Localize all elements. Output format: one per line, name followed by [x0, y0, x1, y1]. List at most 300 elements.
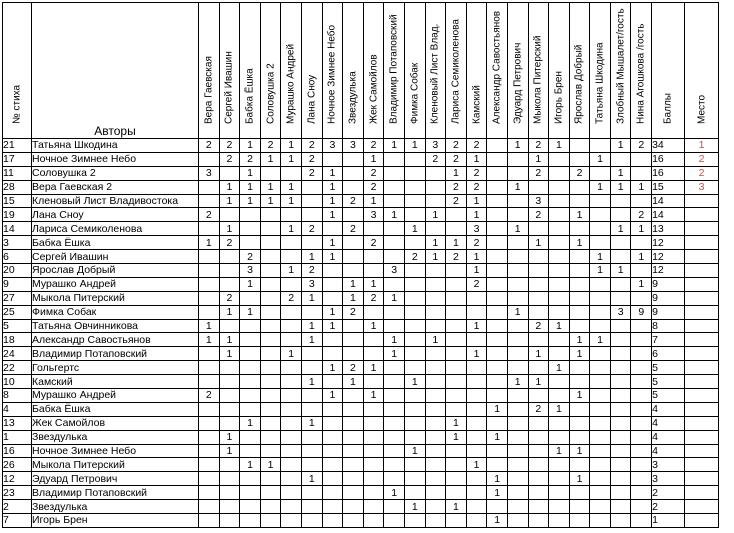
vote-cell[interactable] — [219, 500, 240, 514]
vote-cell[interactable]: 2 — [363, 180, 384, 194]
vote-cell[interactable] — [610, 430, 631, 444]
vote-cell[interactable]: 1 — [322, 180, 343, 194]
vote-cell[interactable]: 2 — [425, 152, 446, 166]
vote-cell[interactable]: 1 — [569, 389, 590, 403]
vote-cell[interactable]: 1 — [281, 222, 302, 236]
vote-cell[interactable] — [507, 250, 528, 264]
vote-cell[interactable] — [260, 166, 281, 180]
vote-cell[interactable] — [631, 514, 652, 528]
vote-cell[interactable] — [240, 444, 261, 458]
author-name-cell[interactable]: Мурашко Андрей — [32, 389, 199, 403]
vote-cell[interactable] — [301, 486, 322, 500]
vote-cell[interactable]: 1 — [219, 333, 240, 347]
vote-cell[interactable] — [260, 389, 281, 403]
author-name-cell[interactable]: Звездулька — [32, 430, 199, 444]
vote-cell[interactable] — [590, 166, 611, 180]
vote-cell[interactable] — [549, 305, 570, 319]
vote-cell[interactable] — [528, 486, 549, 500]
vote-cell[interactable]: 1 — [363, 194, 384, 208]
vote-cell[interactable] — [590, 416, 611, 430]
vote-cell[interactable] — [528, 389, 549, 403]
vote-cell[interactable] — [301, 458, 322, 472]
vote-cell[interactable] — [199, 375, 220, 389]
vote-cell[interactable] — [363, 264, 384, 278]
vote-cell[interactable]: 1 — [549, 139, 570, 153]
vote-cell[interactable] — [528, 277, 549, 291]
vote-cell[interactable] — [219, 375, 240, 389]
vote-cell[interactable] — [425, 305, 446, 319]
vote-cell[interactable]: 3 — [610, 305, 631, 319]
vote-cell[interactable] — [590, 291, 611, 305]
vote-cell[interactable] — [199, 305, 220, 319]
vote-cell[interactable]: 1 — [240, 277, 261, 291]
vote-cell[interactable] — [322, 375, 343, 389]
vote-cell[interactable] — [549, 222, 570, 236]
vote-cell[interactable] — [199, 277, 220, 291]
vote-cell[interactable] — [507, 458, 528, 472]
vote-cell[interactable]: 1 — [322, 194, 343, 208]
vote-cell[interactable]: 1 — [384, 347, 405, 361]
vote-cell[interactable]: 1 — [446, 430, 467, 444]
vote-cell[interactable]: 1 — [528, 375, 549, 389]
vote-cell[interactable] — [610, 361, 631, 375]
vote-cell[interactable]: 1 — [301, 416, 322, 430]
poem-number-cell[interactable]: 5 — [3, 319, 32, 333]
author-name-cell[interactable]: Эдуард Петрович — [32, 472, 199, 486]
poem-number-cell[interactable]: 23 — [3, 486, 32, 500]
place-cell[interactable] — [685, 444, 719, 458]
vote-cell[interactable] — [507, 166, 528, 180]
vote-cell[interactable]: 1 — [322, 208, 343, 222]
vote-cell[interactable]: 2 — [219, 139, 240, 153]
vote-cell[interactable] — [425, 166, 446, 180]
vote-cell[interactable] — [507, 236, 528, 250]
vote-cell[interactable] — [590, 139, 611, 153]
vote-cell[interactable] — [343, 250, 364, 264]
vote-cell[interactable] — [507, 514, 528, 528]
vote-cell[interactable] — [404, 430, 425, 444]
place-cell[interactable] — [685, 347, 719, 361]
vote-cell[interactable] — [260, 347, 281, 361]
vote-cell[interactable] — [549, 208, 570, 222]
vote-cell[interactable] — [631, 472, 652, 486]
vote-cell[interactable] — [631, 402, 652, 416]
vote-cell[interactable] — [301, 347, 322, 361]
vote-cell[interactable] — [260, 444, 281, 458]
vote-cell[interactable]: 1 — [384, 291, 405, 305]
vote-cell[interactable] — [404, 347, 425, 361]
poem-number-cell[interactable]: 14 — [3, 222, 32, 236]
vote-cell[interactable] — [281, 500, 302, 514]
poem-number-cell[interactable]: 10 — [3, 375, 32, 389]
voter-header-9[interactable] — [363, 3, 384, 139]
vote-cell[interactable] — [549, 194, 570, 208]
place-cell[interactable] — [685, 305, 719, 319]
vote-cell[interactable] — [569, 514, 590, 528]
vote-cell[interactable] — [610, 236, 631, 250]
vote-cell[interactable] — [199, 264, 220, 278]
vote-cell[interactable] — [199, 250, 220, 264]
poem-number-cell[interactable]: 13 — [3, 416, 32, 430]
vote-cell[interactable] — [549, 277, 570, 291]
author-name-cell[interactable]: Мыкола Питерский — [32, 291, 199, 305]
vote-cell[interactable]: 1 — [631, 222, 652, 236]
vote-cell[interactable]: 1 — [343, 291, 364, 305]
vote-cell[interactable] — [590, 500, 611, 514]
vote-cell[interactable] — [507, 416, 528, 430]
vote-cell[interactable] — [446, 361, 467, 375]
vote-cell[interactable] — [631, 319, 652, 333]
vote-cell[interactable] — [219, 319, 240, 333]
vote-cell[interactable] — [301, 180, 322, 194]
vote-cell[interactable]: 3 — [301, 277, 322, 291]
vote-cell[interactable] — [363, 486, 384, 500]
poem-number-cell[interactable]: 1 — [3, 430, 32, 444]
vote-cell[interactable] — [240, 389, 261, 403]
poem-number-cell[interactable]: 8 — [3, 389, 32, 403]
vote-cell[interactable] — [446, 291, 467, 305]
vote-cell[interactable] — [569, 277, 590, 291]
vote-cell[interactable]: 1 — [569, 236, 590, 250]
vote-cell[interactable] — [631, 486, 652, 500]
vote-cell[interactable] — [487, 416, 508, 430]
vote-cell[interactable] — [507, 389, 528, 403]
vote-cell[interactable] — [281, 250, 302, 264]
vote-cell[interactable] — [610, 152, 631, 166]
vote-cell[interactable] — [590, 347, 611, 361]
vote-cell[interactable] — [240, 208, 261, 222]
vote-cell[interactable]: 1 — [384, 486, 405, 500]
vote-cell[interactable]: 1 — [466, 264, 487, 278]
vote-cell[interactable]: 1 — [507, 139, 528, 153]
score-cell[interactable]: 9 — [652, 277, 685, 291]
vote-cell[interactable] — [446, 389, 467, 403]
vote-cell[interactable] — [631, 416, 652, 430]
vote-cell[interactable] — [446, 375, 467, 389]
vote-cell[interactable] — [631, 389, 652, 403]
vote-cell[interactable] — [384, 236, 405, 250]
vote-cell[interactable] — [487, 347, 508, 361]
place-cell[interactable]: 2 — [685, 152, 719, 166]
vote-cell[interactable]: 1 — [240, 305, 261, 319]
vote-cell[interactable] — [487, 180, 508, 194]
author-name-cell[interactable]: Фимка Собак — [32, 305, 199, 319]
place-cell[interactable] — [685, 486, 719, 500]
vote-cell[interactable] — [528, 264, 549, 278]
vote-cell[interactable] — [240, 402, 261, 416]
vote-cell[interactable]: 1 — [466, 152, 487, 166]
vote-cell[interactable] — [549, 486, 570, 500]
vote-cell[interactable] — [610, 250, 631, 264]
author-name-cell[interactable]: Лариса Семиколенова — [32, 222, 199, 236]
vote-cell[interactable] — [240, 236, 261, 250]
place-cell[interactable] — [685, 277, 719, 291]
vote-cell[interactable]: 3 — [322, 139, 343, 153]
vote-cell[interactable] — [446, 222, 467, 236]
poem-number-cell[interactable]: 12 — [3, 472, 32, 486]
vote-cell[interactable] — [610, 514, 631, 528]
vote-cell[interactable]: 1 — [240, 194, 261, 208]
vote-cell[interactable] — [549, 180, 570, 194]
vote-cell[interactable]: 3 — [240, 264, 261, 278]
vote-cell[interactable] — [199, 402, 220, 416]
vote-cell[interactable] — [466, 514, 487, 528]
vote-cell[interactable]: 2 — [301, 152, 322, 166]
place-cell[interactable] — [685, 458, 719, 472]
vote-cell[interactable] — [487, 208, 508, 222]
vote-cell[interactable]: 1 — [343, 375, 364, 389]
vote-cell[interactable]: 1 — [240, 139, 261, 153]
score-cell[interactable]: 1 — [652, 514, 685, 528]
place-cell[interactable] — [685, 500, 719, 514]
vote-cell[interactable]: 2 — [446, 139, 467, 153]
score-cell[interactable]: 7 — [652, 333, 685, 347]
vote-cell[interactable]: 3 — [199, 166, 220, 180]
vote-cell[interactable]: 2 — [343, 305, 364, 319]
vote-cell[interactable] — [549, 458, 570, 472]
vote-cell[interactable]: 1 — [363, 277, 384, 291]
score-cell[interactable]: 6 — [652, 347, 685, 361]
vote-cell[interactable]: 2 — [466, 139, 487, 153]
vote-cell[interactable]: 3 — [343, 139, 364, 153]
vote-cell[interactable]: 1 — [610, 264, 631, 278]
vote-cell[interactable] — [219, 416, 240, 430]
vote-cell[interactable] — [199, 514, 220, 528]
vote-cell[interactable]: 2 — [363, 291, 384, 305]
vote-cell[interactable] — [507, 347, 528, 361]
vote-cell[interactable]: 1 — [569, 347, 590, 361]
vote-cell[interactable]: 1 — [199, 333, 220, 347]
author-name-cell[interactable]: Кленовый Лист Владивостока — [32, 194, 199, 208]
vote-cell[interactable] — [631, 194, 652, 208]
vote-cell[interactable] — [343, 264, 364, 278]
vote-cell[interactable] — [549, 166, 570, 180]
vote-cell[interactable] — [260, 291, 281, 305]
vote-cell[interactable]: 2 — [528, 402, 549, 416]
vote-cell[interactable] — [569, 250, 590, 264]
vote-cell[interactable]: 1 — [569, 208, 590, 222]
score-cell[interactable]: 14 — [652, 208, 685, 222]
poem-number-cell[interactable]: 21 — [3, 139, 32, 153]
vote-cell[interactable]: 1 — [590, 264, 611, 278]
vote-cell[interactable] — [507, 208, 528, 222]
vote-cell[interactable] — [425, 416, 446, 430]
vote-cell[interactable] — [281, 444, 302, 458]
vote-cell[interactable]: 1 — [507, 305, 528, 319]
vote-cell[interactable] — [569, 264, 590, 278]
vote-cell[interactable] — [631, 333, 652, 347]
vote-cell[interactable] — [610, 402, 631, 416]
score-cell[interactable]: 16 — [652, 166, 685, 180]
vote-cell[interactable]: 1 — [219, 194, 240, 208]
vote-cell[interactable] — [425, 375, 446, 389]
score-cell[interactable]: 4 — [652, 444, 685, 458]
voter-header-4[interactable] — [260, 3, 281, 139]
vote-cell[interactable] — [260, 375, 281, 389]
vote-cell[interactable] — [569, 416, 590, 430]
vote-cell[interactable] — [631, 444, 652, 458]
vote-cell[interactable]: 3 — [466, 222, 487, 236]
vote-cell[interactable]: 1 — [549, 444, 570, 458]
vote-cell[interactable]: 1 — [487, 486, 508, 500]
vote-cell[interactable] — [590, 194, 611, 208]
vote-cell[interactable]: 3 — [425, 139, 446, 153]
vote-cell[interactable] — [199, 222, 220, 236]
poem-number-cell[interactable]: 26 — [3, 458, 32, 472]
vote-cell[interactable] — [528, 333, 549, 347]
vote-cell[interactable] — [301, 514, 322, 528]
vote-cell[interactable] — [610, 389, 631, 403]
vote-cell[interactable] — [487, 500, 508, 514]
vote-cell[interactable]: 1 — [240, 166, 261, 180]
vote-cell[interactable] — [219, 458, 240, 472]
vote-cell[interactable]: 1 — [404, 500, 425, 514]
vote-cell[interactable] — [322, 416, 343, 430]
vote-cell[interactable] — [219, 402, 240, 416]
num-header[interactable] — [3, 3, 32, 139]
vote-cell[interactable] — [631, 264, 652, 278]
vote-cell[interactable] — [590, 389, 611, 403]
vote-cell[interactable]: 1 — [301, 472, 322, 486]
score-cell[interactable]: 5 — [652, 361, 685, 375]
vote-cell[interactable] — [528, 444, 549, 458]
poem-number-cell[interactable]: 19 — [3, 208, 32, 222]
vote-cell[interactable]: 3 — [363, 208, 384, 222]
vote-cell[interactable]: 1 — [549, 361, 570, 375]
vote-cell[interactable] — [466, 389, 487, 403]
vote-cell[interactable] — [446, 305, 467, 319]
vote-cell[interactable]: 1 — [590, 180, 611, 194]
voter-header-8[interactable] — [343, 3, 364, 139]
vote-cell[interactable] — [281, 458, 302, 472]
vote-cell[interactable] — [590, 402, 611, 416]
vote-cell[interactable] — [569, 375, 590, 389]
voter-header-13[interactable] — [446, 3, 467, 139]
vote-cell[interactable] — [569, 222, 590, 236]
vote-cell[interactable] — [404, 458, 425, 472]
vote-cell[interactable] — [281, 472, 302, 486]
vote-cell[interactable] — [590, 486, 611, 500]
vote-cell[interactable] — [446, 333, 467, 347]
score-cell[interactable]: 12 — [652, 250, 685, 264]
vote-cell[interactable] — [404, 166, 425, 180]
vote-cell[interactable] — [425, 486, 446, 500]
vote-cell[interactable] — [363, 375, 384, 389]
poem-number-cell[interactable]: 25 — [3, 305, 32, 319]
vote-cell[interactable]: 2 — [466, 236, 487, 250]
vote-cell[interactable] — [549, 375, 570, 389]
voter-header-22[interactable] — [631, 3, 652, 139]
vote-cell[interactable]: 1 — [384, 333, 405, 347]
poem-number-cell[interactable]: 6 — [3, 250, 32, 264]
vote-cell[interactable] — [446, 347, 467, 361]
place-cell[interactable] — [685, 291, 719, 305]
vote-cell[interactable]: 2 — [631, 139, 652, 153]
voter-header-7[interactable] — [322, 3, 343, 139]
vote-cell[interactable]: 2 — [404, 250, 425, 264]
vote-cell[interactable] — [260, 333, 281, 347]
score-cell[interactable]: 9 — [652, 305, 685, 319]
vote-cell[interactable] — [466, 305, 487, 319]
vote-cell[interactable] — [569, 500, 590, 514]
vote-cell[interactable] — [425, 194, 446, 208]
author-name-cell[interactable]: Жек Самойлов — [32, 416, 199, 430]
author-name-cell[interactable]: Ночное Зимнее Небо — [32, 152, 199, 166]
vote-cell[interactable] — [363, 347, 384, 361]
vote-cell[interactable] — [404, 180, 425, 194]
vote-cell[interactable]: 2 — [631, 208, 652, 222]
vote-cell[interactable] — [260, 222, 281, 236]
poem-number-cell[interactable]: 28 — [3, 180, 32, 194]
poem-number-cell[interactable]: 24 — [3, 347, 32, 361]
vote-cell[interactable] — [260, 277, 281, 291]
voter-header-14[interactable] — [466, 3, 487, 139]
vote-cell[interactable] — [260, 500, 281, 514]
vote-cell[interactable] — [569, 180, 590, 194]
poem-number-cell[interactable]: 16 — [3, 444, 32, 458]
vote-cell[interactable] — [219, 486, 240, 500]
place-cell[interactable] — [685, 264, 719, 278]
vote-cell[interactable] — [466, 375, 487, 389]
vote-cell[interactable]: 1 — [301, 319, 322, 333]
vote-cell[interactable] — [425, 430, 446, 444]
place-cell[interactable] — [685, 514, 719, 528]
voter-header-15[interactable] — [487, 3, 508, 139]
vote-cell[interactable] — [363, 472, 384, 486]
voter-header-12[interactable] — [425, 3, 446, 139]
vote-cell[interactable] — [487, 444, 508, 458]
vote-cell[interactable] — [487, 236, 508, 250]
vote-cell[interactable] — [343, 458, 364, 472]
vote-cell[interactable] — [343, 402, 364, 416]
vote-cell[interactable] — [425, 222, 446, 236]
vote-cell[interactable]: 1 — [425, 250, 446, 264]
vote-cell[interactable] — [549, 430, 570, 444]
vote-cell[interactable] — [301, 208, 322, 222]
vote-cell[interactable] — [343, 500, 364, 514]
vote-cell[interactable] — [240, 333, 261, 347]
score-cell[interactable]: 3 — [652, 458, 685, 472]
vote-cell[interactable] — [507, 402, 528, 416]
vote-cell[interactable] — [610, 194, 631, 208]
vote-cell[interactable] — [610, 416, 631, 430]
vote-cell[interactable]: 2 — [528, 208, 549, 222]
place-cell[interactable] — [685, 208, 719, 222]
vote-cell[interactable]: 1 — [363, 361, 384, 375]
vote-cell[interactable] — [425, 361, 446, 375]
vote-cell[interactable]: 2 — [528, 166, 549, 180]
vote-cell[interactable] — [425, 458, 446, 472]
vote-cell[interactable] — [363, 305, 384, 319]
vote-cell[interactable] — [610, 277, 631, 291]
vote-cell[interactable] — [487, 277, 508, 291]
vote-cell[interactable] — [487, 305, 508, 319]
vote-cell[interactable] — [631, 152, 652, 166]
vote-cell[interactable] — [446, 514, 467, 528]
vote-cell[interactable]: 1 — [281, 139, 302, 153]
vote-cell[interactable] — [322, 222, 343, 236]
vote-cell[interactable] — [199, 430, 220, 444]
score-cell[interactable]: 3 — [652, 472, 685, 486]
poem-number-cell[interactable]: 7 — [3, 514, 32, 528]
vote-cell[interactable] — [199, 486, 220, 500]
vote-cell[interactable] — [199, 291, 220, 305]
vote-cell[interactable] — [446, 486, 467, 500]
vote-cell[interactable] — [404, 194, 425, 208]
vote-cell[interactable] — [384, 166, 405, 180]
vote-cell[interactable] — [549, 291, 570, 305]
vote-cell[interactable] — [301, 444, 322, 458]
